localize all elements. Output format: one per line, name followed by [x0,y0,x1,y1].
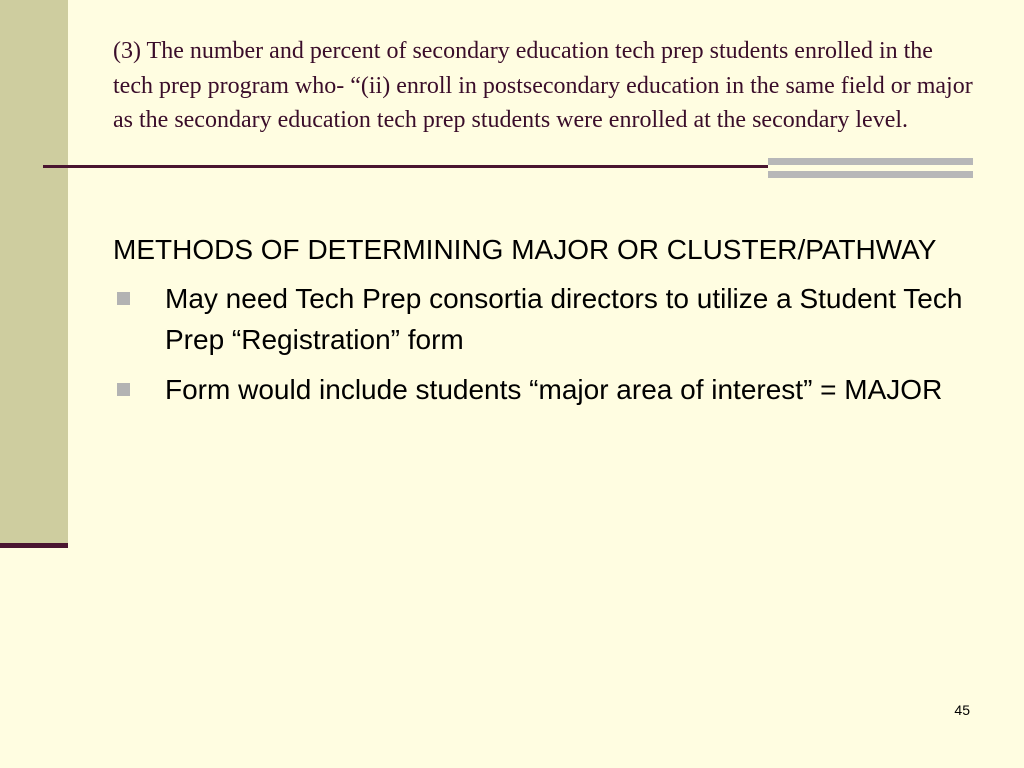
left-accent-bar [0,0,68,543]
bullet-text: May need Tech Prep consortia directors to utilize a Student Tech Prep “Registration” form [165,283,963,355]
bullet-item [113,278,973,360]
left-accent-rule [0,543,68,548]
bullet-text: Form would include students “major area of interest” = MAJOR [165,374,943,405]
square-bullet-icon [117,383,130,396]
square-bullet-icon [117,292,130,305]
section-heading: METHODS OF DETERMINING MAJOR OR CLUSTER/PATHWAY [113,234,937,265]
bullet-list [113,278,973,410]
title-divider-stripe [768,165,973,171]
slide-title: (3) The number and percent of secondary education tech prep students enrolled in the tech prep program who- “(ii) enroll in postsecondary education in the same field or major as the secondary education tech prep students were enrolled at the secondary level. [113,38,973,133]
page-number: 45 [954,702,970,718]
bullet-item [113,369,973,410]
slide-body [113,230,973,419]
